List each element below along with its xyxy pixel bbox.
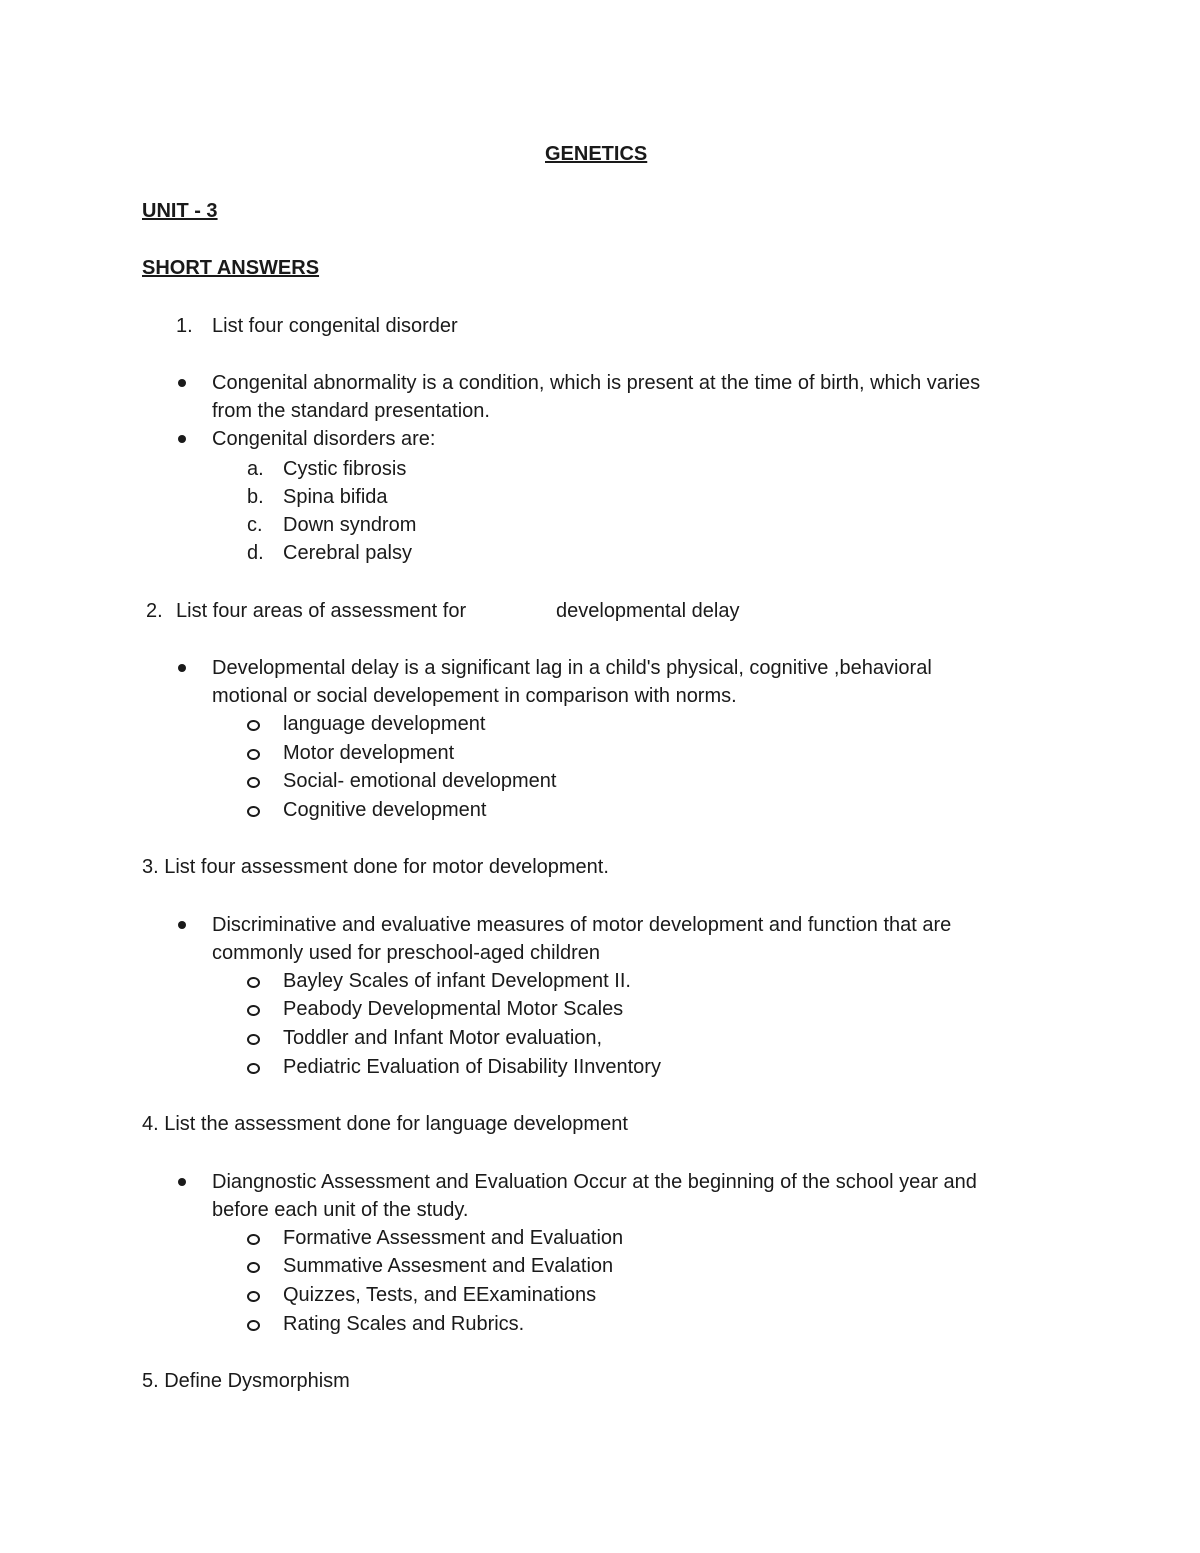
q3-item: Peabody Developmental Motor Scales xyxy=(283,998,624,1020)
q4-bullet1-line1: Diangnostic Assessment and Evaluation Occur at the beginning of the school year and xyxy=(212,1171,977,1193)
q5-question: 5. Define Dysmorphism xyxy=(142,1370,350,1392)
doc-title: GENETICS xyxy=(545,143,648,165)
q2-number: 2. xyxy=(146,600,163,622)
q4-question: 4. List the assessment done for language development xyxy=(142,1113,628,1135)
circle-bullet-icon xyxy=(247,977,260,988)
circle-bullet-icon xyxy=(247,720,260,731)
bullet-icon xyxy=(178,921,186,929)
circle-bullet-icon xyxy=(247,1234,260,1245)
q3-item: Pediatric Evaluation of Disability IInventory xyxy=(283,1056,661,1078)
circle-bullet-icon xyxy=(247,777,260,788)
circle-bullet-icon xyxy=(247,749,260,760)
q2-bullet1-line1: Developmental delay is a significant lag in a child's physical, cognitive ,behavioral xyxy=(212,657,932,679)
q1-question: List four congenital disorder xyxy=(212,315,458,337)
q2-item: Cognitive development xyxy=(283,799,487,821)
q2-question-a: List four areas of assessment for xyxy=(176,600,467,622)
bullet-icon xyxy=(178,379,186,387)
q1-number: 1. xyxy=(176,315,193,337)
q3-question: 3. List four assessment done for motor development. xyxy=(142,856,609,878)
q1-bullet1-line1: Congenital abnormality is a condition, which is present at the time of birth, which varies xyxy=(212,372,981,394)
circle-bullet-icon xyxy=(247,1034,260,1045)
unit-heading: UNIT - 3 xyxy=(142,200,218,222)
q1-bullet2: Congenital disorders are: xyxy=(212,428,436,450)
q1-item-marker: d. xyxy=(247,542,264,564)
q4-bullet1-line2: before each unit of the study. xyxy=(212,1199,469,1221)
q1-item: Spina bifida xyxy=(283,486,388,508)
q1-bullet1-line2: from the standard presentation. xyxy=(212,400,490,422)
bullet-icon xyxy=(178,1178,186,1186)
q2-item: Social- emotional development xyxy=(283,770,557,792)
q4-item: Rating Scales and Rubrics. xyxy=(283,1313,525,1335)
section-heading: SHORT ANSWERS xyxy=(142,257,320,279)
circle-bullet-icon xyxy=(247,1291,260,1302)
bullet-icon xyxy=(178,435,186,443)
q1-item: Cerebral palsy xyxy=(283,542,412,564)
q4-item: Summative Assesment and Evalation xyxy=(283,1255,614,1277)
q1-item-marker: c. xyxy=(247,514,263,536)
q2-question-b: developmental delay xyxy=(556,600,740,622)
circle-bullet-icon xyxy=(247,1320,260,1331)
circle-bullet-icon xyxy=(247,1262,260,1273)
q1-item-marker: b. xyxy=(247,486,264,508)
q2-item: language development xyxy=(283,713,486,735)
q3-item: Bayley Scales of infant Development II. xyxy=(283,970,631,992)
circle-bullet-icon xyxy=(247,1005,260,1016)
circle-bullet-icon xyxy=(247,806,260,817)
q2-item: Motor development xyxy=(283,742,455,764)
q3-bullet1-line1: Discriminative and evaluative measures of motor development and function that are xyxy=(212,914,952,936)
q3-bullet1-line2: commonly used for preschool-aged children xyxy=(212,942,600,964)
q1-item: Cystic fibrosis xyxy=(283,458,407,480)
q4-item: Formative Assessment and Evaluation xyxy=(283,1227,624,1249)
q4-item: Quizzes, Tests, and EExaminations xyxy=(283,1284,597,1306)
q1-item: Down syndrom xyxy=(283,514,417,536)
q2-bullet1-line2: motional or social developement in comparison with norms. xyxy=(212,685,737,707)
bullet-icon xyxy=(178,664,186,672)
q1-item-marker: a. xyxy=(247,458,264,480)
q3-item: Toddler and Infant Motor evaluation, xyxy=(283,1027,603,1049)
circle-bullet-icon xyxy=(247,1063,260,1074)
